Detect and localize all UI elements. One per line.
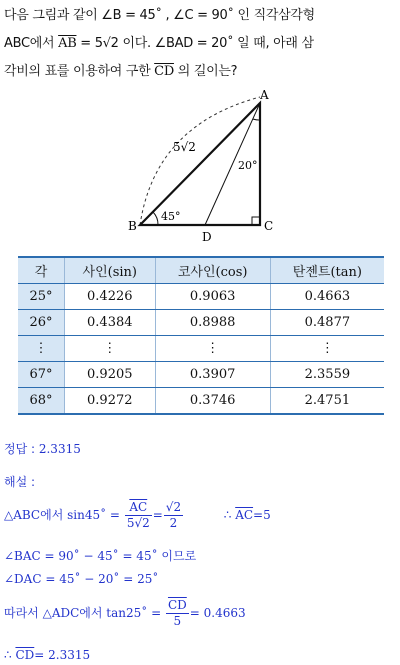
cell-angle: 67° bbox=[18, 362, 65, 388]
cell-sin: 0.9272 bbox=[65, 388, 156, 415]
step1-eq: = bbox=[152, 508, 163, 522]
answer-value: 2.3315 bbox=[38, 442, 81, 456]
cell-cos: 0.8988 bbox=[155, 310, 270, 336]
solution-step-3: ∠DAC = 45˚ − 20˚ = 25˚ bbox=[4, 572, 159, 586]
frac-den: 5 bbox=[173, 614, 182, 628]
answer-label: 정답 : bbox=[4, 442, 39, 456]
cell-cos: ⋮ bbox=[155, 336, 270, 362]
label-d: D bbox=[202, 230, 212, 244]
cell-tan: 0.4877 bbox=[270, 310, 384, 336]
frac-num: √2 bbox=[165, 500, 182, 514]
label-a: A bbox=[260, 88, 269, 102]
segment-cd: $\overline{CD}$ bbox=[154, 64, 174, 79]
table-row bbox=[18, 336, 384, 362]
trig-table bbox=[18, 256, 384, 415]
label-hypotenuse: 5√2 bbox=[173, 140, 196, 154]
step5-end: = 2.3315 bbox=[34, 648, 91, 662]
segment-ab: $\overline{AB}$ bbox=[58, 36, 77, 51]
frac-den: 2 bbox=[169, 516, 178, 530]
question-line-2 bbox=[4, 30, 398, 58]
frac-num: $\overline{AC}$ bbox=[125, 500, 152, 516]
step4-end: = 0.4663 bbox=[189, 606, 246, 620]
table-row bbox=[18, 388, 384, 415]
solution-step-2: ∠BAC = 90˚ − 45˚ = 45˚ 이므로 bbox=[4, 549, 197, 563]
table-row bbox=[18, 284, 384, 310]
segment-cd: $\overline{CD}$ bbox=[15, 648, 35, 662]
cell-tan: 0.4663 bbox=[270, 284, 384, 310]
cell-angle: 68° bbox=[18, 388, 65, 415]
cell-angle: ⋮ bbox=[18, 336, 65, 362]
fraction-ac-over-5root2 bbox=[125, 500, 152, 531]
frac-den: 5√2 bbox=[126, 516, 150, 530]
cell-sin: 0.4226 bbox=[65, 284, 156, 310]
frac-num: $\overline{CD}$ bbox=[167, 598, 187, 612]
answer-line bbox=[4, 440, 81, 457]
cell-tan: 2.3559 bbox=[270, 362, 384, 388]
therefore-symbol: ∴ bbox=[4, 648, 16, 662]
question-line-2-b: = 5√2 이다. ∠BAD = 20˚ 일 때, 아래 삼 bbox=[76, 36, 314, 51]
cell-cos: 0.9063 bbox=[155, 284, 270, 310]
solution-step-5 bbox=[4, 648, 90, 662]
cell-angle: 25° bbox=[18, 284, 65, 310]
header-tan: 탄젠트(tan) bbox=[270, 257, 384, 284]
question-line-3-b: 의 길이는? bbox=[173, 64, 238, 79]
fraction-root2-over-2 bbox=[164, 500, 183, 531]
segment-ac: $\overline{AC}$ bbox=[235, 508, 254, 522]
cell-tan: 2.4751 bbox=[270, 388, 384, 415]
explanation-label: 해설 : bbox=[4, 475, 36, 489]
solution-step-4 bbox=[4, 598, 246, 629]
label-b: B bbox=[128, 219, 137, 233]
question-line-1: 다음 그림과 같이 ∠B = 45˚ , ∠C = 90˚ 인 직각삼각형 bbox=[4, 8, 315, 23]
label-c: C bbox=[264, 219, 274, 233]
table-row bbox=[18, 362, 384, 388]
cell-sin: ⋮ bbox=[65, 336, 156, 362]
solution-step-1 bbox=[4, 500, 271, 531]
fraction-cd-over-5 bbox=[166, 598, 189, 629]
label-angle-a: 20° bbox=[238, 159, 258, 172]
label-angle-b: 45° bbox=[161, 210, 181, 223]
header-cos: 코사인(cos) bbox=[155, 257, 270, 284]
question-line-3-a: 각비의 표를 이용하여 구한 bbox=[4, 64, 155, 79]
table-row bbox=[18, 310, 384, 336]
question-text bbox=[4, 2, 398, 86]
step1-text: △ABC에서 sin45˚ = bbox=[4, 508, 120, 522]
cell-cos: 0.3746 bbox=[155, 388, 270, 415]
right-angle-mark bbox=[252, 217, 260, 225]
header-sin: 사인(sin) bbox=[65, 257, 156, 284]
step4-text: 따라서 △ADC에서 tan25˚ = bbox=[4, 606, 162, 620]
triangle-figure bbox=[120, 85, 290, 245]
cell-tan: ⋮ bbox=[270, 336, 384, 362]
question-line-2-a: ABC에서 bbox=[4, 36, 59, 51]
header-angle: 각 bbox=[18, 257, 65, 284]
cell-sin: 0.9205 bbox=[65, 362, 156, 388]
table-header-row bbox=[18, 257, 384, 284]
cell-angle: 26° bbox=[18, 310, 65, 336]
therefore-symbol: ∴ bbox=[223, 508, 236, 522]
cell-sin: 0.4384 bbox=[65, 310, 156, 336]
step1-end: =5 bbox=[253, 508, 271, 522]
cell-cos: 0.3907 bbox=[155, 362, 270, 388]
angle-b-arc bbox=[153, 212, 158, 225]
question-line-3 bbox=[4, 58, 398, 86]
